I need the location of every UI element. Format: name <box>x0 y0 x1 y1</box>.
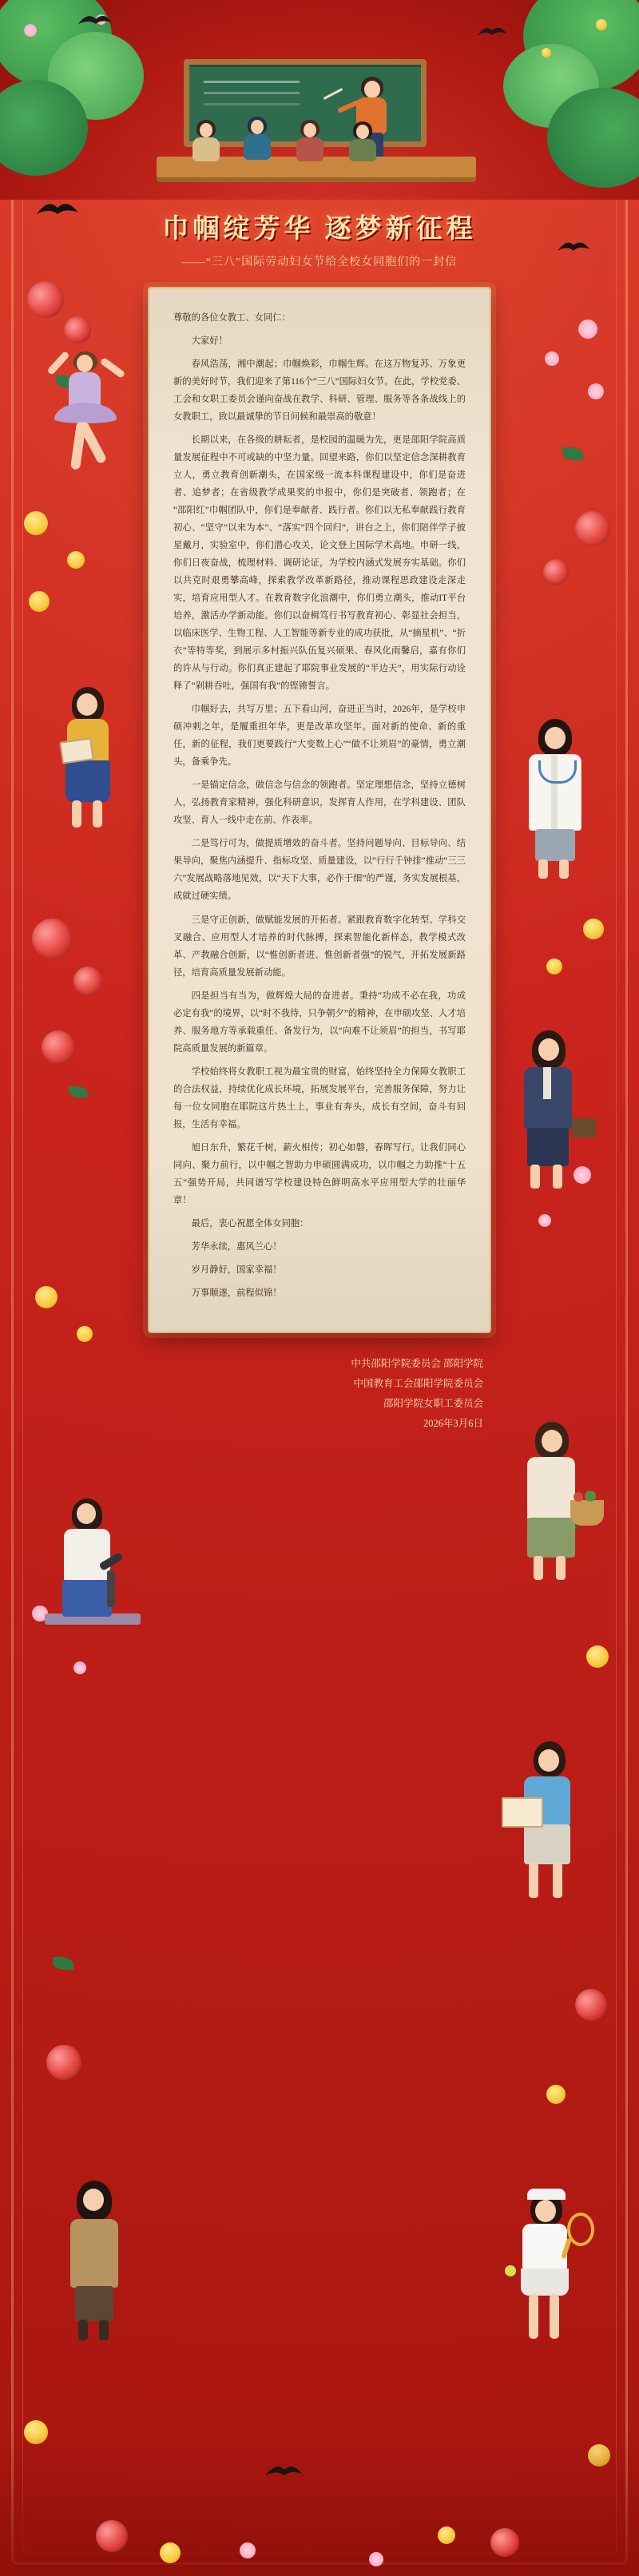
rose-icon <box>46 2045 81 2080</box>
rose-icon <box>96 2520 128 2552</box>
classroom-scene <box>0 0 639 200</box>
female-student-reading <box>497 1741 601 1901</box>
flower-icon <box>29 591 50 612</box>
rose-icon <box>27 281 64 318</box>
ballet-dancer <box>42 351 129 487</box>
rose-icon <box>490 2528 519 2557</box>
flower-icon <box>160 2542 181 2563</box>
student-figure <box>345 121 382 160</box>
letter-body <box>148 287 491 1333</box>
blossom-icon <box>588 383 604 399</box>
swallow-icon <box>476 22 508 40</box>
flower-icon <box>77 1326 93 1342</box>
letter-paragraph: 学校始终将女教职工视为最宝贵的财富，始终坚持全力保障女教职工的合法权益，持续优化成长环境，拓展发展平台，完善服务保障，努力让每一位女同胞在耶院这片热土上，事业有奔头，成长有空间，奋斗有回报，生活有幸福。 <box>173 1066 466 1129</box>
rose-icon <box>73 966 102 995</box>
bottom-flower-band <box>0 2432 639 2576</box>
female-teacher-with-book <box>45 687 133 831</box>
signature-line: 邵阳学院女职工委员会 <box>383 1397 483 1409</box>
flower-icon <box>546 2085 566 2104</box>
swallow-icon <box>556 236 591 256</box>
signature-line: 中国教育工会邵阳学院委员会 <box>353 1377 483 1389</box>
letter-blessing: 万事顺遂，前程似锦！ <box>191 1288 282 1298</box>
letter-paragraph: 二是笃行可为，做提质增效的奋斗者。坚持问题导向、目标导向、结果导向，聚焦内涵提升、指标攻坚、质量建设，以“行行千钟排”推动“三三六”发展战略落地见效，以“天下大事，必作于细”的严谨，务实发展根基，成就过硬实绩。 <box>173 839 466 902</box>
woman-in-coat <box>48 2181 144 2340</box>
blossom-icon <box>542 48 551 58</box>
rose-icon <box>64 316 91 343</box>
leaf-icon <box>53 1957 73 1970</box>
letter-paragraph: 旭日东升，繁花千树，薪火相传；初心如磐，春晖写行。让我们同心同向、聚力前行，以中帼之智助力申硕圆满成功，以巾帼之力助推“十五五”强势开局，共同谱写学校建设特色鲜明高水平应用型大学的壮丽华章！ <box>173 1142 466 1205</box>
page-subtitle: ——“三八”国际劳动妇女节给全校女同胞们的一封信 <box>181 256 458 268</box>
letter-paragraph: 春风浩荡，湘中潮起；巾帼焕彩，巾帼生辉。在这万物复苏、万象更新的美好时节，我们迎来了第116个“三八”国际妇女节。在此，学校党委、工会和女职工委员会谨向奋战在教学、科研、管理、服务等各条战线上的女教职工，致以最诚挚的节日问候和最崇高的敬意！ <box>173 359 466 423</box>
letter-closing: 最后，衷心祝愿全体女同胞： <box>191 1218 309 1228</box>
swallow-icon <box>35 196 80 220</box>
letter-greeting: 大家好！ <box>191 336 228 347</box>
swallow-icon <box>264 2459 304 2480</box>
letter-paragraph: 巾帼好去，共写万里；五下看山河，奋进正当时，2026年，是学校申硕冲刺之年，是履重担年华，更是改革攻坚年。面对新的使命、新的重任，新的征程，我们更要践行“大变数上心”“做不让须眉”的豪情，勇立潮头，备乘争先。 <box>173 705 466 768</box>
flower-icon <box>35 1286 58 1308</box>
rose-icon <box>42 1030 75 1064</box>
blossom-icon <box>538 1214 551 1227</box>
letter-paragraph: 四是担当有当为，做辉煌大局的奋进者。秉持“功成不必在我，功成必定有我”的境界，以“时不我待，只争朝夕”的精神，在申硕攻坚、人才培养、服务地方等承载重任、备发行为，以“向难不让须眉”的担当，书写耶院高质量发展的新篇章。 <box>173 990 466 1054</box>
letter-paragraph: 三是守正创新，做赋能发展的开拓者。紧跟教育数字化转型、学科交叉融合、应用型人才培养的时代脉搏，探索智能化新样态，教学模式改革、产教融合创新，以“惟创新者进、惟创新者强”的锐气，开拓发展新路径，培育高质量发展新动能。 <box>173 915 466 978</box>
blossom-icon <box>545 351 559 366</box>
student-figure <box>240 117 276 160</box>
blossom-icon <box>578 320 597 339</box>
blossom-icon <box>24 24 37 37</box>
leaf-icon <box>562 447 583 460</box>
flower-icon <box>586 1645 609 1668</box>
letter-paragraph: 一是锚定信念，做信念与信念的领跑者。坚定理想信念，坚持立德树人，弘扬教育家精神，强化科研意识，发挥育人作用，在学科建设、团队攻坚、育人一线中走在前、作表率。 <box>173 780 466 826</box>
flower-icon <box>546 959 562 974</box>
signature-block <box>148 1354 491 1434</box>
mother-with-groceries <box>500 1422 604 1582</box>
businesswoman <box>500 1030 596 1190</box>
letter-blessing: 岁月静好，国家幸福！ <box>191 1264 282 1275</box>
student-figure <box>292 120 329 160</box>
blossom-icon <box>369 2552 383 2566</box>
rose-icon <box>575 1989 607 2021</box>
flower-icon <box>67 551 85 569</box>
blossom-icon <box>596 19 607 30</box>
flower-icon <box>24 511 48 535</box>
blossom-icon <box>240 2542 256 2558</box>
letter-salutation: 尊敬的各位女教工、女同仁： <box>173 313 291 323</box>
blossom-icon <box>73 1661 86 1674</box>
student-figure <box>189 120 225 160</box>
swallow-icon <box>77 10 113 30</box>
headline-block <box>0 200 639 274</box>
letter-blessing: 芳华永续，惠风兰心！ <box>191 1241 282 1252</box>
rose-icon <box>543 559 569 585</box>
page-title: 巾帼绽芳华 逐梦新征程 <box>162 215 477 244</box>
tennis-player <box>494 2189 597 2356</box>
signature-line: 中共邵阳学院委员会 邵阳学院 <box>351 1357 483 1369</box>
flower-icon <box>438 2526 455 2544</box>
leaf-icon <box>69 1086 88 1097</box>
female-doctor <box>506 719 602 879</box>
rose-icon <box>32 919 72 959</box>
signature-date: 2026年3月6日 <box>423 1417 483 1429</box>
female-scientist-microscope <box>38 1494 142 1645</box>
letter-paragraph: 长期以来，在各级的耕耘者，是校园的温暖为先，更是邵阳学院高质量发展征程中不可或缺的中坚力量。回望来路，你们以坚定信念深耕教育立人，勇立教育创新潮头，在国家级一流本科课程建设中，你们是奋进者、追梦者；在省级教学成果奖的申报中，你们是突破者、领跑者；在“邵阳红”巾帼团队中，你们是奉献者、践行者。你们以无私奉献践行教育初心、“坚守”以来为本”、“落实”四个回归”，讲台之上，你们陪伴学子披星戴月，实验室中，你们潜心攻关，论文登上国际学术高地。申研一线，你们日夜奋战，梳理材料、调研论证，为学校内涵式发展夯实基础。你们以共克时艰勇攀高峰，探索教学改革新路径，推动课程思政建设走深走实，培育应用型人才。在教育数字化浪潮中，你们勇立潮头，推动IT平台培养，激活办学新动能。你们以奋楫笃行书写教育初心、彰显社会担当，以临床医学、生物工程、人工智能等新专业的成功获批，从“摘星机”、“折衣”等特等奖，到展示多村振兴队伍复兴硕果、春风化雨馨启，嘉有你们的许从与行动。你们真正建起了耶院事业发展的“半边天”，用实际行动诠释了“剁耕吞吐，强国有我”的铿锵誓言。 <box>173 435 466 692</box>
rose-icon <box>575 511 610 546</box>
flower-icon <box>583 919 604 939</box>
